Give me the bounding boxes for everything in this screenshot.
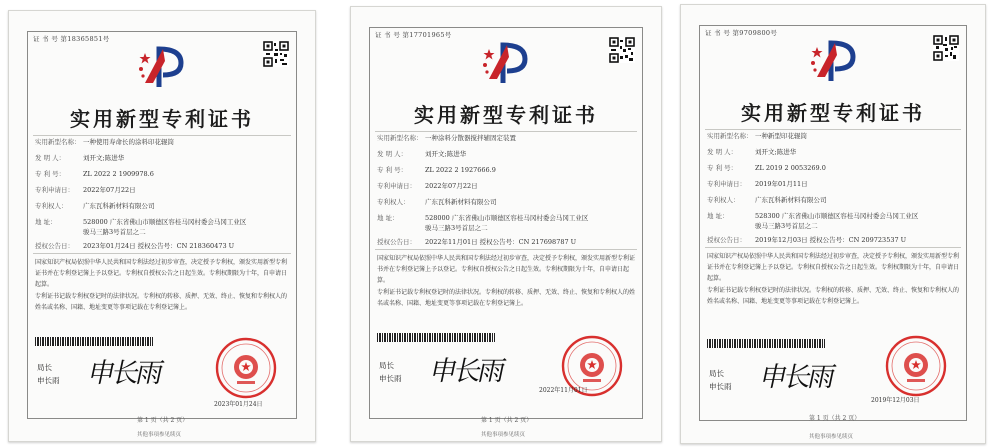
director-signature: 申长雨: [757, 362, 836, 393]
field-address: 地 址： 528000 广东省佛山市顺德区容桂马冈村委会马冈工业区: [35, 218, 247, 226]
field-grant-date: 授权公告日： 2023年01月24日 授权公告号：CN 218360473 U: [35, 242, 235, 250]
cnipa-logo-icon: [809, 37, 861, 85]
divider: [705, 247, 961, 248]
patent-certificate-3: [680, 4, 986, 444]
certificate-number: 证 书 号 第17701965号: [375, 31, 452, 39]
certificate-number: 证 书 号 第18365851号: [33, 35, 110, 43]
seal-date: 2022年11月01日: [539, 387, 588, 394]
field-address-line2: 骏马三路3号首层之二: [425, 224, 488, 232]
field-patentee: 专利权人： 广东瓦科新材料有限公司: [707, 196, 827, 204]
patent-certificate-1: [8, 10, 316, 442]
director-block: [709, 367, 732, 393]
director-block: [37, 361, 60, 387]
official-seal-icon: [215, 337, 277, 399]
field-patent-number: 专 利 号： ZL 2022 2 1909978.6: [35, 170, 154, 178]
page-number: 第 1 页（共 2 页）: [481, 417, 533, 424]
certificate-statement-2: 专利证书记载专利权登记时的法律状况。专利权的转移、质押、无效、终止、恢复和专利权人的姓名或名称、国籍、地址变更等事项记载在专利登记簿上。: [377, 289, 636, 307]
field-application-date: 专利申请日： 2022年07月22日: [35, 186, 136, 194]
field-patentee: 专利权人： 广东瓦科新材料有限公司: [35, 202, 155, 210]
director-name: 申长雨: [379, 374, 402, 383]
field-grant-date: 授权公告日： 2019年12月03日 授权公告号：CN 209723537 U: [707, 236, 907, 244]
field-inventor: 发 明 人： 刘开文;陈进华: [377, 150, 467, 158]
field-application-date: 专利申请日： 2019年01月11日: [707, 180, 808, 188]
divider: [705, 129, 961, 130]
field-address-line2: 骏马三路3号首层之二: [755, 222, 818, 230]
certificate-number: 证 书 号 第9709800号: [705, 29, 778, 37]
field-utility-model-name: 实用新型名称： 一种涂料分散器搅拌辅固定装置: [377, 134, 516, 142]
divider: [375, 249, 637, 250]
seal-date: 2023年01月24日: [214, 401, 263, 408]
field-grant-date: 授权公告日： 2022年11月01日 授权公告号：CN 217698787 U: [377, 238, 577, 246]
official-seal-icon: [885, 335, 947, 397]
certificate-statement: 国家知识产权局依照中华人民共和国专利法经过初步审查，决定授予专利权，颁发实用新型专利证书并在专利登记簿上予以登记。专利权自授权公告之日起生效。专利权期限为十年，自申请日起算。: [377, 255, 636, 284]
field-address: 地 址： 528000 广东省佛山市顺德区容桂马冈村委会马冈工业区: [377, 214, 589, 222]
director-signature: 申长雨: [427, 356, 506, 387]
patent-certificate-2: [350, 6, 662, 442]
qr-code-icon: [263, 41, 289, 67]
certificate-statement: 国家知识产权局依照中华人民共和国专利法经过初步审查，决定授予专利权，颁发实用新型专利证书并在专利登记簿上予以登记。专利权自授权公告之日起生效。专利权期限为十年，自申请日起算。: [707, 253, 960, 282]
footer-note: 其他事项参见续页: [137, 432, 182, 438]
director-name: 申长雨: [37, 376, 60, 385]
seal-date: 2019年12月03日: [871, 397, 920, 404]
director-block: [379, 359, 402, 385]
field-inventor: 发 明 人： 刘开文;陈进华: [707, 148, 797, 156]
barcode: [707, 339, 825, 348]
field-address: 地 址： 528300 广东省佛山市顺德区容桂马冈村委会马冈工业区: [707, 212, 919, 220]
certificate-statement: 国家知识产权局依照中华人民共和国专利法经过初步审查，决定授予专利权，颁发实用新型专利证书并在专利登记簿上予以登记。专利权自授权公告之日起生效。专利权期限为十年，自申请日起算。: [35, 259, 288, 288]
director-title: 局长: [37, 363, 52, 372]
footer-note: 其他事项参见续页: [481, 432, 526, 438]
field-utility-model-name: 实用新型名称： 一种使用寿命长的涂料印花辊筒: [35, 138, 174, 146]
field-application-date: 专利申请日： 2022年07月22日: [377, 182, 478, 190]
director-title: 局长: [379, 361, 394, 370]
divider: [33, 135, 291, 136]
divider: [33, 253, 291, 254]
field-patent-number: 专 利 号： ZL 2022 2 1927666.9: [377, 166, 496, 174]
qr-code-icon: [609, 37, 635, 63]
field-patentee: 专利权人： 广东瓦科新材料有限公司: [377, 198, 497, 206]
field-patent-number: 专 利 号： ZL 2019 2 0053269.0: [707, 164, 826, 172]
footer-note: 其他事项参见续页: [809, 434, 854, 440]
certificate-statement-2: 专利证书记载专利权登记时的法律状况。专利权的转移、质押、无效、终止、恢复和专利权人的姓名或名称、国籍、地址变更等事项记载在专利登记簿上。: [707, 287, 960, 305]
field-utility-model-name: 实用新型名称： 一种新型印花辊筒: [707, 132, 807, 140]
director-signature: 申长雨: [85, 358, 164, 389]
page-number: 第 1 页（共 2 页）: [809, 415, 861, 422]
barcode: [35, 337, 153, 346]
field-inventor: 发 明 人： 刘开文;陈进华: [35, 154, 125, 162]
certificate-title: 实用新型专利证书: [414, 103, 598, 127]
certificate-statement-2: 专利证书记载专利权登记时的法律状况。专利权的转移、质押、无效、终止、恢复和专利权人的姓名或名称、国籍、地址变更等事项记载在专利登记簿上。: [35, 293, 288, 311]
page-number: 第 1 页（共 2 页）: [137, 417, 189, 424]
divider: [375, 131, 637, 132]
director-name: 申长雨: [709, 382, 732, 391]
cnipa-logo-icon: [481, 39, 533, 87]
field-address-line2: 骏马三路3号首层之二: [83, 228, 146, 236]
certificate-title: 实用新型专利证书: [741, 101, 925, 125]
certificate-title: 实用新型专利证书: [70, 107, 254, 131]
barcode: [377, 333, 495, 342]
qr-code-icon: [933, 35, 959, 61]
cnipa-logo-icon: [137, 43, 189, 91]
director-title: 局长: [709, 369, 724, 378]
